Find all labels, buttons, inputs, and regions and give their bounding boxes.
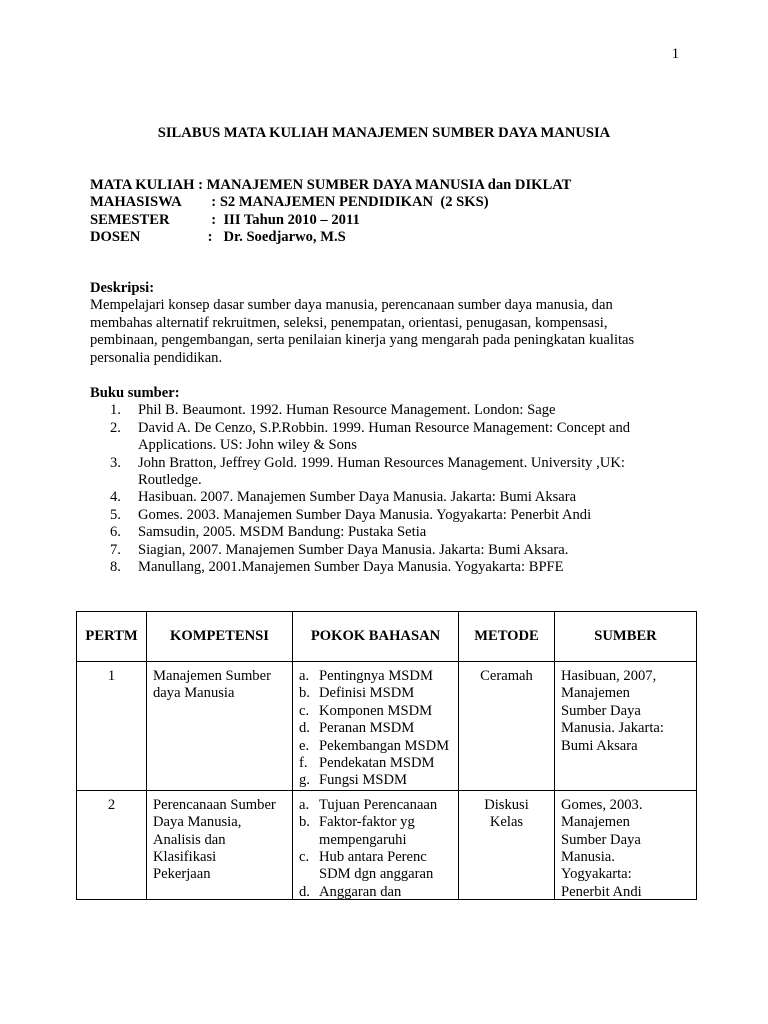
topic-item — [299, 703, 452, 720]
reference-number: 3. — [110, 454, 121, 471]
topic-letter: b. — [299, 685, 310, 702]
cell-line: Manajemen — [561, 814, 630, 831]
cell-line: Pekerjaan — [153, 866, 211, 883]
cell-pokok-bahasan — [293, 662, 459, 791]
info-value: Dr. Soedjarwo, M.S — [223, 229, 346, 246]
topic-line: Anggaran dan — [319, 883, 402, 899]
info-separator: : — [204, 194, 220, 211]
reference-line: Siagian, 2007. Manajemen Sumber Daya Manusia. Jakarta: Bumi Aksara. — [138, 541, 569, 558]
reference-item — [90, 489, 690, 506]
topic-list — [299, 668, 452, 790]
reference-item — [90, 559, 690, 576]
cell-line: Yogyakarta: — [561, 866, 632, 883]
topic-line: Hub antara Perenc — [319, 849, 427, 866]
description-section — [90, 280, 690, 367]
reference-line: David A. De Cenzo, S.P.Robbin. 1999. Human Resource Management: Concept and — [138, 419, 631, 436]
reference-item — [90, 455, 690, 490]
cell-clip — [465, 797, 548, 899]
info-value: MANAJEMEN SUMBER DAYA MANUSIA dan DIKLAT — [206, 177, 572, 193]
topic-line: Tujuan Perencanaan — [319, 796, 438, 813]
reference-item — [90, 524, 690, 541]
topic-letter: a. — [299, 796, 310, 813]
references-section — [90, 385, 690, 576]
reference-line: Applications. US: John wiley & Sons — [138, 437, 357, 454]
topic-line: Fungsi MSDM — [319, 772, 407, 789]
topic-line: Komponen MSDM — [319, 702, 433, 719]
cell-line: Manusia. — [561, 849, 615, 866]
topic-line: Pentingnya MSDM — [319, 668, 433, 684]
topic-item — [299, 738, 452, 755]
references-heading: Buku sumber: — [90, 385, 180, 401]
description-line: pembinaan, pengembangan, serta penilaian kinerja yang mengarah pada peningkatan kualitas — [90, 332, 635, 349]
cell-line: Manajemen Sumber — [153, 668, 271, 684]
topic-letter: c. — [299, 702, 310, 719]
reference-item — [90, 542, 690, 559]
topic-item — [299, 668, 452, 685]
description-heading: Deskripsi: — [90, 280, 155, 296]
reference-line: John Bratton, Jeffrey Gold. 1999. Human Resources Management. University ,UK: — [138, 454, 625, 471]
references-list — [90, 402, 690, 576]
topic-line: Definisi MSDM — [319, 685, 415, 702]
reference-number: 8. — [110, 559, 121, 576]
topic-letter: c. — [299, 849, 310, 866]
topic-item — [299, 755, 452, 772]
cell-line: Manusia. Jakarta: — [561, 720, 664, 737]
topic-item — [299, 849, 452, 884]
cell-clip — [299, 797, 452, 899]
header-metode: METODE — [459, 612, 555, 662]
syllabus-table — [76, 611, 697, 900]
cell-line: Gomes, 2003. — [561, 796, 643, 813]
info-separator: : — [204, 229, 224, 246]
info-value: S2 MANAJEMEN PENDIDIKAN (2 SKS) — [219, 194, 489, 211]
topic-list — [299, 797, 452, 899]
info-label: MAHASISWA — [90, 194, 182, 211]
cell-line: Daya Manusia, — [153, 814, 242, 831]
cell-line: Ceramah — [480, 668, 533, 684]
topic-item — [299, 685, 452, 702]
topic-item — [299, 797, 452, 814]
reference-line: Manullang, 2001.Manajemen Sumber Daya Manusia. Yogyakarta: BPFE — [138, 559, 564, 576]
cell-clip — [83, 797, 140, 899]
reference-item — [90, 402, 690, 419]
header-pertm: PERTM — [77, 612, 147, 662]
reference-number: 5. — [110, 506, 121, 523]
cell-line: Kelas — [489, 814, 524, 831]
info-label: SEMESTER — [90, 211, 170, 228]
topic-line: SDM dgn anggaran — [319, 866, 434, 883]
header-sumber: SUMBER — [555, 612, 697, 662]
header-pokok-bahasan: POKOK BAHASAN — [293, 612, 459, 662]
cell-line: Bumi Aksara — [561, 737, 638, 754]
info-value: III Tahun 2010 – 2011 — [223, 211, 360, 228]
info-separator: : — [194, 177, 207, 193]
cell-line: Klasifikasi — [153, 849, 217, 866]
reference-line: Hasibuan. 2007. Manajemen Sumber Daya Manusia. Jakarta: Bumi Aksara — [138, 489, 577, 506]
topic-item — [299, 884, 452, 899]
topic-letter: f. — [299, 755, 308, 772]
topic-letter: b. — [299, 814, 310, 831]
reference-number: 2. — [110, 419, 121, 436]
topic-line: Peranan MSDM — [319, 720, 415, 737]
reference-item — [90, 507, 690, 524]
reference-number: 7. — [110, 541, 121, 558]
cell-line: Perencanaan Sumber — [153, 796, 276, 813]
info-separator: : — [204, 211, 224, 228]
cell-line: Diskusi — [484, 796, 529, 813]
topic-item — [299, 814, 452, 849]
cell-pertm — [77, 790, 147, 899]
header-kompetensi: KOMPETENSI — [147, 612, 293, 662]
info-label: DOSEN — [90, 229, 141, 246]
cell-line: Analisis dan — [153, 831, 226, 848]
cell-line: Penerbit Andi — [561, 883, 642, 899]
reference-line: Gomes. 2003. Manajemen Sumber Daya Manusia. Yogyakarta: Penerbit Andi — [138, 506, 592, 523]
info-row-mata-kuliah — [90, 177, 571, 194]
topic-item — [299, 720, 452, 737]
reference-line: Phil B. Beaumont. 1992. Human Resource Management. London: Sage — [138, 402, 556, 419]
page-number: 1 — [671, 46, 679, 62]
document-title: SILABUS MATA KULIAH MANAJEMEN SUMBER DAYA MANUSIA — [157, 125, 611, 141]
description-line: membahas alternatif rekruitmen, seleksi, penempatan, orientasi, penugasan, kompensasi, — [90, 314, 608, 331]
topic-line: mempengaruhi — [319, 831, 407, 848]
cell-kompetensi — [147, 790, 293, 899]
topic-letter: d. — [299, 720, 310, 737]
reference-line: Samsudin, 2005. MSDM Bandung: Pustaka Setia — [138, 524, 427, 541]
topic-line: Pekembangan MSDM — [319, 737, 450, 754]
reference-number: 6. — [110, 524, 121, 541]
topic-item — [299, 772, 452, 789]
info-row-mahasiswa — [90, 194, 571, 211]
topic-line: Faktor-faktor yg — [319, 814, 415, 831]
reference-number: 1. — [110, 402, 121, 419]
info-row-semester — [90, 212, 571, 229]
table-row — [77, 662, 697, 791]
topic-line: Pendekatan MSDM — [319, 755, 435, 772]
cell-clip — [153, 797, 286, 899]
course-info — [90, 177, 571, 247]
cell-metode — [459, 662, 555, 791]
cell-kompetensi — [147, 662, 293, 791]
cell-line: Sumber Daya — [561, 702, 641, 719]
cell-pertm: 1 — [77, 662, 147, 791]
cell-clip — [561, 797, 690, 899]
topic-letter: a. — [299, 668, 310, 684]
description-line: personalia pendidikan. — [90, 349, 223, 366]
cell-line: daya Manusia — [153, 685, 235, 702]
cell-pokok-bahasan — [293, 790, 459, 899]
cell-line: Manajemen — [561, 685, 630, 702]
table-header-row — [77, 612, 697, 662]
cell-sumber — [555, 662, 697, 791]
info-row-dosen — [90, 229, 571, 246]
cell-line: Hasibuan, 2007, — [561, 668, 657, 684]
topic-letter: d. — [299, 883, 310, 899]
reference-number: 4. — [110, 489, 121, 506]
reference-item — [90, 420, 690, 455]
cell-sumber — [555, 790, 697, 899]
cell-metode — [459, 790, 555, 899]
cell-text: 2 — [107, 796, 116, 813]
reference-line: Routledge. — [138, 472, 202, 489]
topic-letter: e. — [299, 737, 310, 754]
table-row — [77, 790, 697, 899]
description-line: Mempelajari konsep dasar sumber daya manusia, perencanaan sumber daya manusia, dan — [90, 297, 613, 314]
cell-line: Sumber Daya — [561, 831, 641, 848]
info-label: MATA KULIAH — [90, 177, 195, 193]
topic-letter: g. — [299, 772, 310, 789]
